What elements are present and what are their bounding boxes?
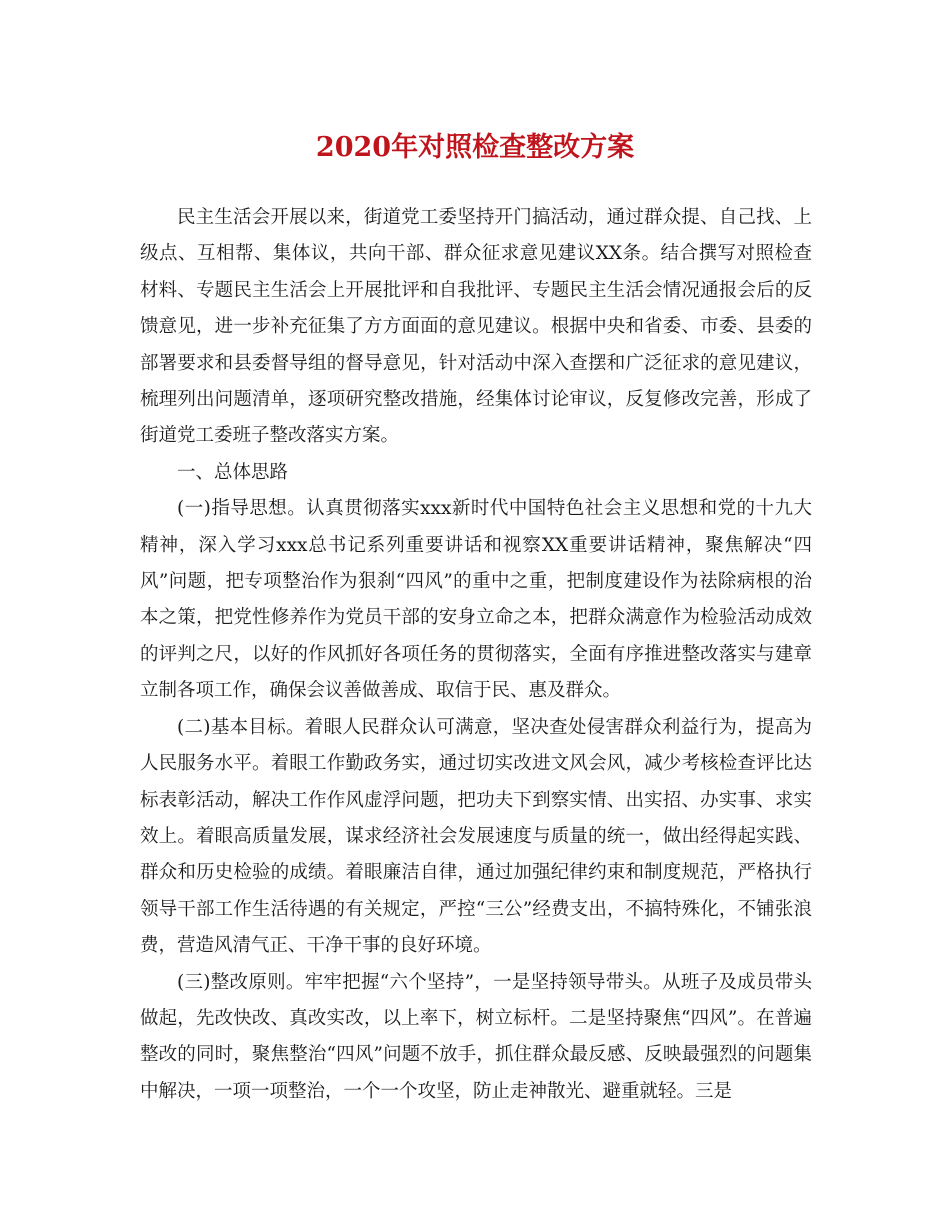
section-heading-overall-approach: 一、总体思路 (177, 461, 289, 483)
paragraph-intro: 民主生活会开展以来，街道党工委坚持开门搞活动，通过群众提、自己找、上级点、互相帮、集体议，共向干部、群众征求意见建议XX条。结合撰写对照检查材料、专题民主生活会上开展批评和自我批评、专题民主生活会情况通报会后的反馈意见，进一步补充征集了方方面面的意见建议。根据中央和省委、市委、县委的部署要求和县委督导组的督导意见，针对活动中深入查摆和广泛征求的意见建议，梳理列出问题清单，逐项研究整改措施，经集体讨论审议，反复修改完善，形成了街道党工委班子整改落实方案。 (140, 207, 812, 447)
paragraph-basic-goals: (二)基本目标。着眼人民群众认可满意，坚决查处侵害群众利益行为，提高为人民服务水平。着眼工作勤政务实，通过切实改进文风会风，减少考核检查评比达标表彰活动，解决工作作风虚浮问题，把功夫下到察实情、出实招、办实事、求实效上。着眼高质量发展，谋求经济社会发展速度与质量的统一，做出经得起实践、群众和历史检验的成绩。着眼廉洁自律，通过加强纪律约束和制度规范，严格执行领导干部工作生活待遇的有关规定，严控“三公”经费支出，不搞特殊化，不铺张浪费，营造风清气正、干净干事的良好环境。 (140, 716, 812, 957)
document-body (140, 200, 812, 1110)
paragraph-guiding-ideology: (一)指导思想。认真贯彻落实xxx新时代中国特色社会主义思想和党的十九大精神，深入学习xxx总书记系列重要讲话和视察XX重要讲话精神，聚焦解决“四风”问题，把专项整治作为狠刹“四风”的重中之重，把制度建设作为祛除病根的治本之策，把党性修养作为党员干部的安身立命之本，把群众满意作为检验活动成效的评判之尺，以好的作风抓好各项任务的贯彻落实，全面有序推进整改落实与建章立制各项工作，确保会议善做善成、取信于民、惠及群众。 (140, 498, 812, 702)
paragraph-rectification-principles: (三)整改原则。牢牢把握“六个坚持”，一是坚持领导带头。从班子及成员带头做起，先改快改、真改实改，以上率下，树立标杆。二是坚持聚焦“四风”。在普遍整改的同时，聚焦整治“四风”问题不放手，抓住群众最反感、反映最强烈的问题集中解决，一项一项整治，一个一个攻坚，防止走神散光、避重就轻。三是 (140, 971, 812, 1102)
document-title: 2020年对照检查整改方案 (315, 132, 635, 163)
